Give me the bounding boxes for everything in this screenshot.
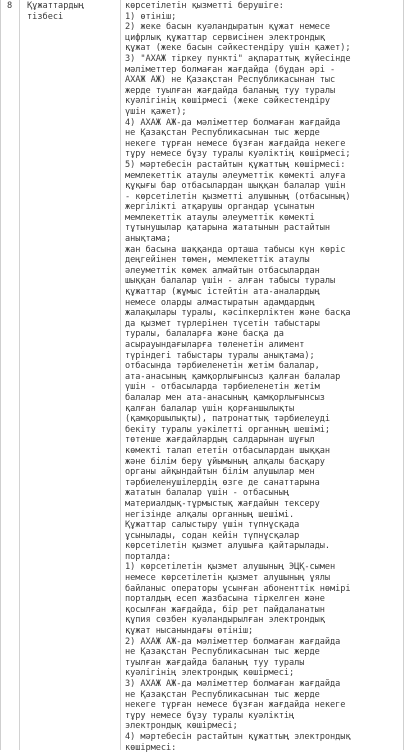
text-line: байланыс операторы ұсынған абоненттік нөмірі (125, 583, 351, 594)
text-line: деңгейінен төмен, мемлекеттік атаулы (125, 255, 310, 266)
text-line: жерде туылған жағдайда баланың туу туралы (125, 85, 336, 96)
text-line: және білім беру ұйымының алқалы басқару (125, 456, 325, 467)
text-line: жалақылары туралы, кәсіпкерліктен және басқа (125, 308, 351, 319)
text-line: не Қазақстан Республикасынан тыс жерде (125, 689, 320, 700)
text-line: төтенше жағдайлардың салдарынан шұғыл (125, 435, 315, 446)
text-line: 1) көрсетілетін қызмет алушының ЭЦҚ-сымен (125, 562, 336, 573)
text-line: үшін қажет); (125, 106, 187, 117)
text-line: тұру немесе бұзу туралы куәліктің (125, 710, 295, 721)
text-line: куәлігінің электрондық көшірмесі; (125, 668, 295, 679)
text-line: отбасында тәрбиеленетін жетім балалар, (125, 361, 320, 372)
text-line: электрондық көшірмесі; (125, 721, 238, 732)
text-line: туылған жағдайда баланың туу туралы (125, 657, 305, 668)
text-line: қалған балалар үшін қорғаншылықты (125, 403, 295, 414)
text-line: мемлекеттік атаулы әлеуметтік көмекті алуға (125, 170, 346, 181)
text-line: 4) мәртебесін растайтын құжаттың электрондық (125, 731, 351, 742)
text-line: әлеуметтік көмек алмайтын отбасылардан (125, 265, 320, 276)
text-line: куәлігінің көшірмесі (жеке сәйкестендіру (125, 96, 330, 107)
row-number-cell: 8 (7, 1, 13, 11)
text-line: көшірмесі: (125, 742, 177, 753)
row-content-cell (125, 1, 403, 753)
text-line: (қамқоршылықты), патронаттық тәрбиелеуді (125, 414, 330, 425)
text-line: тұру немесе бұзу туралы куәліктің көшірмесі; (125, 149, 351, 160)
text-line: АХАЖ АЖ) не Қазақстан Республикасынан тыс (125, 75, 336, 86)
text-line: балалар мен ата-анасының қамқорлығынсыз (125, 392, 325, 403)
text-line: порталда: (125, 551, 172, 562)
column-divider (19, 0, 20, 750)
text-line: тізбесі (27, 11, 64, 22)
text-line: негізінде алқалы органның шешімі. (125, 509, 295, 520)
text-line: көрсетілетін қызмет алушыға қайтарылады. (125, 541, 330, 552)
column-divider (120, 0, 121, 750)
text-line: 1) өтініш; (125, 11, 177, 22)
text-line: құжат нысанындағы өтініш; (125, 626, 254, 637)
text-line: не Қазақстан Республикасынан тыс жерде (125, 128, 320, 139)
text-line: некеге тұрған немесе бұзған жағдайда некеге (125, 138, 346, 149)
text-line: 3) "АХАЖ тіркеу пункті" ақпараттық жүйесінде (125, 53, 351, 64)
text-line: тұтынушылар қатарына жататынын растайтын (125, 223, 330, 234)
text-line: 4) АХАЖ АЖ-да мәліметтер болмаған жағдайда (125, 117, 341, 128)
text-line: жататын балалар үшін - отбасының (125, 488, 289, 499)
text-line: шыққан балалар үшін - алған табысы туралы (125, 276, 336, 287)
text-line: анықтама; (125, 234, 172, 245)
text-line: немесе оларды алмастыратын адамдардың (125, 297, 315, 308)
text-line: некеге тұрған немесе бұзған жағдайда некеге (125, 700, 346, 711)
text-line: не Қазақстан Республикасынан тыс жерде (125, 647, 320, 658)
text-line: 5) мәртебесін растайтын құжаттың көшірмесі: (125, 159, 346, 170)
text-line: түріндегі табыстары туралы анықтама); (125, 350, 315, 361)
text-line: құқығы бар отбасылардан шыққан балалар үшін (125, 181, 346, 192)
text-line: немесе көрсетілетін қызмет алушының ұялы (125, 573, 330, 584)
text-line: қосылған жағдайда, бір рет пайдаланатын (125, 604, 325, 615)
text-line: құпия сөзбен куәландырылған электрондық (125, 615, 325, 626)
text-line: құжат (жеке басын сәйкестендіру үшін қажет); (125, 43, 351, 54)
text-line: мәліметтер болмаған жағдайда (бұдан әрі - (125, 64, 336, 75)
text-line: органы айқындайтын білім алушылар мен (125, 467, 315, 478)
text-line: асырауындағыларға төленетін алимент (125, 340, 305, 350)
text-line: цифрлық құжаттар сервисінен электрондық (125, 32, 325, 43)
text-line: да қызмет түрлерінен түсетін табыстары (125, 318, 320, 329)
text-line: порталдың есеп жазбасына тіркелген және (125, 594, 325, 605)
text-line: құжаттар (жұмыс істейтін ата-аналардың (125, 287, 320, 298)
text-line: материалдық-тұрмыстық жағдайын тексеру (125, 498, 320, 509)
text-line: туралы, балаларға және басқа да (125, 329, 284, 340)
row-name-cell (27, 1, 119, 22)
text-line: 2) АХАЖ АЖ-да мәліметтер болмаған жағдайда (125, 636, 341, 647)
text-line: Құжаттардың (27, 1, 84, 11)
text-line: Құжаттар салыстыру үшін түпнұсқада (125, 520, 300, 531)
text-line: көмекті талап ететін отбасылардан шыққан (125, 445, 330, 456)
text-line: жергілікті атқарушы органдар ұсынатын (125, 202, 315, 213)
text-line: 3) АХАЖ АЖ-да мәліметтер болмаған жағдайда (125, 679, 341, 689)
text-line: мемлекеттік атаулы әлеуметтік көмекті (125, 212, 315, 223)
text-line: ұсынылады, содан кейін түпнұсқалар (125, 530, 300, 541)
text-line: - көрсетілетін қызметті алушының (отбасының) (125, 191, 351, 202)
text-line: бекіту туралы уәкілетті органның шешімі; (125, 424, 330, 435)
text-line: ата-анасының қамқорлығынсыз қалған балалар (125, 371, 341, 382)
text-line: тәрбиеленушілердің өзге де санаттарына (125, 477, 320, 488)
text-line: жан басына шаққанда орташа табысы күн көріс (125, 244, 346, 255)
text-line: үшін - отбасыларда тәрбиеленетін жетім (125, 382, 320, 393)
text-line: көрсетілетін қызметті берушіге: (125, 1, 284, 11)
text-line: 2) жеке басын куәландыратын құжат немесе (125, 22, 330, 33)
